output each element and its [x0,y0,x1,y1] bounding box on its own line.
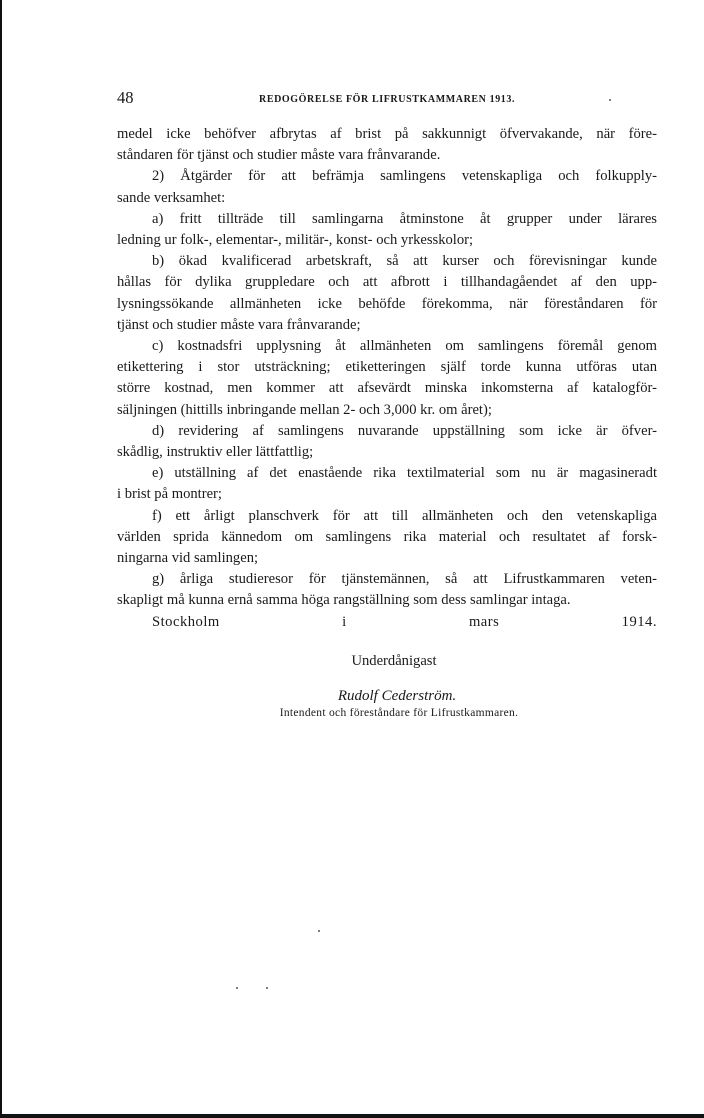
text-line: världen sprida kännedom om samlingens rika material och resultatet af forsk- [117,528,657,545]
text-line: f) ett årligt planschverk för att till allmänheten och den vetenskapliga [152,507,657,524]
text-line: g) årliga studieresor för tjänstemännen, så att Lifrustkammaren veten- [152,571,657,588]
text-line: lysningssökande allmänheten icke behöfde förekomma, när föreståndaren för [117,295,657,312]
text-line: ledning ur folk-, elementar-, militär-, konst- och yrkesskolor; [117,232,474,249]
scan-speck [318,930,320,932]
text-line: i brist på montrer; [117,486,222,503]
scan-speck [266,987,268,989]
text-line: hållas för dylika gruppledare och att afbrott i tillhandagåendet af den upp- [117,274,657,291]
page-header [117,86,657,110]
body-text [117,124,657,633]
signatory-title: Intendent och föreståndare för Lifrustkammaren. [279,706,519,719]
text-line: skapligt må kunna ernå samma höga rangställning som dess samlingar intaga. [117,592,571,609]
text-line: tjänst och studier måste vara frånvarande; [117,316,361,333]
page-number: 48 [117,88,134,107]
text-line: c) kostnadsfri upplysning åt allmänheten om samlingens föremål genom [152,338,657,355]
text-line: medel icke behöfver afbrytas af brist på sakkunnigt öfvervakande, när före- [117,126,657,142]
text-line: ståndaren för tjänst och studier måste vara frånvarande. [117,147,441,164]
text-line: större kostnad, men kommer att afsevärdt minska inkomsterna af katalogför- [117,380,657,397]
text-line: 2) Åtgärder för att befrämja samlingens vetenskapliga och folkupply- [152,168,657,185]
scan-bottom-edge [0,1114,704,1118]
signature: Rudolf Cederström. [337,687,457,704]
document-page [117,86,657,719]
text-line: sande verksamhet: [117,189,226,206]
closing-salutation: Underdånigast [351,652,437,669]
text-line: d) revidering af samlingens nuvarande uppställning som icke är öfver- [152,422,657,439]
text-line: säljningen (hittills inbringande mellan 2- och 3,000 kr. om året); [117,401,492,418]
place-date: Stockholm i mars 1914. [152,613,657,630]
text-line: etikettering i stor utsträckning; etiketteringen själf torde kunna utföras utan [117,359,657,376]
scan-left-edge [0,0,2,1118]
text-line: e) utställning af det enastående rika textilmaterial som nu är magasineradt [152,465,657,482]
scan-speck [236,987,238,989]
text-line: b) ökad kvalificerad arbetskraft, så att kurser och förevisningar kunde [152,253,657,270]
text-line: skådlig, instruktiv eller lättfattlig; [117,444,314,461]
text-line: ningarna vid samlingen; [117,550,259,567]
text-line: a) fritt tillträde till samlingarna åtminstone åt grupper under lärares [152,210,657,227]
running-title: REDOGÖRELSE FÖR LIFRUSTKAMMAREN 1913. [259,94,516,105]
